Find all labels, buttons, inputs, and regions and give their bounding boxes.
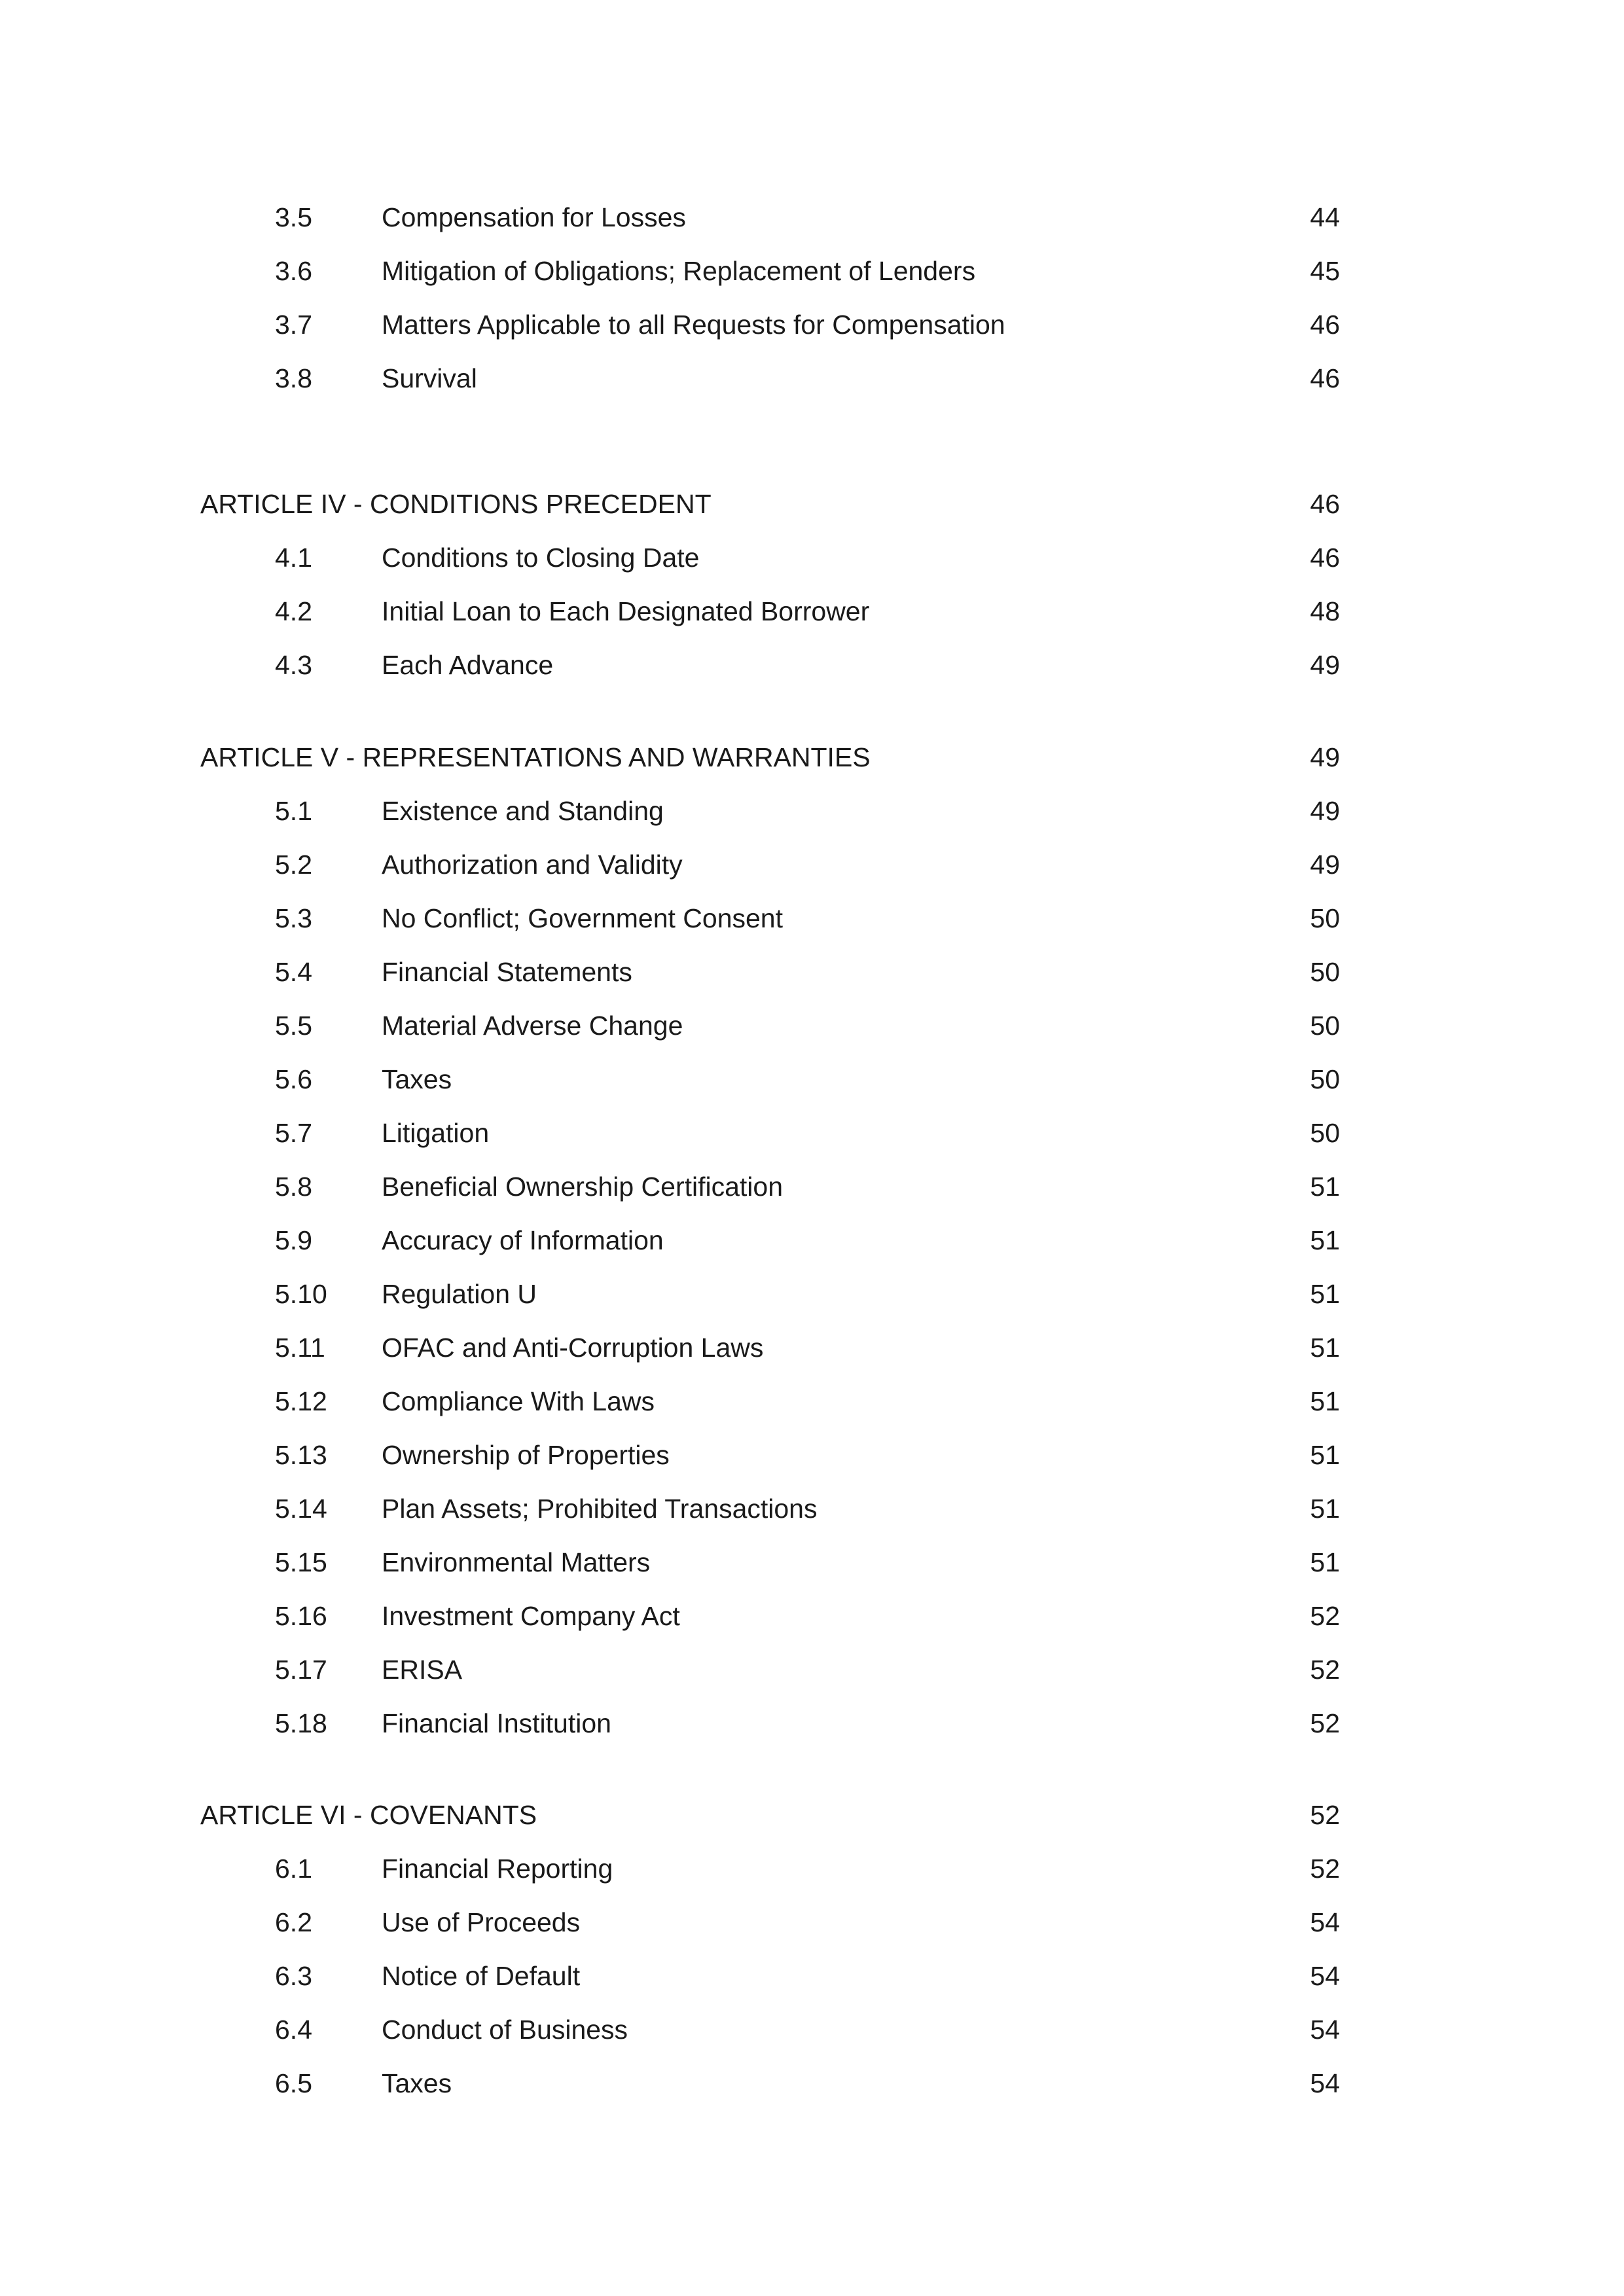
page-number: 46: [1310, 489, 1340, 519]
section-number: 3.5: [275, 202, 312, 232]
section-title: Regulation U: [382, 1279, 537, 1309]
section-number: 5.18: [275, 1708, 327, 1738]
section-number: 4.1: [275, 543, 312, 573]
page-number: 49: [1310, 650, 1340, 680]
page-number: 48: [1310, 596, 1340, 626]
page-number: 49: [1310, 742, 1340, 772]
toc-entry[interactable]: [0, 1432, 1624, 1478]
section-number: 4.2: [275, 596, 312, 626]
toc-entry[interactable]: [0, 1110, 1624, 1156]
page-number: 46: [1310, 543, 1340, 573]
article-title: ARTICLE VI - COVENANTS: [200, 1800, 537, 1830]
section-title: ERISA: [382, 1655, 463, 1685]
section-number: 5.11: [275, 1333, 325, 1363]
section-number: 5.17: [275, 1655, 327, 1685]
section-number: 5.1: [275, 796, 312, 826]
toc-entry[interactable]: [0, 842, 1624, 888]
page-number: 51: [1310, 1547, 1340, 1577]
page-number: 51: [1310, 1440, 1340, 1470]
section-number: 5.15: [275, 1547, 327, 1577]
toc-entry[interactable]: [0, 1325, 1624, 1371]
section-title: Beneficial Ownership Certification: [382, 1172, 783, 1202]
page-number: 51: [1310, 1279, 1340, 1309]
section-title: Financial Institution: [382, 1708, 611, 1738]
section-title: Material Adverse Change: [382, 1011, 683, 1041]
section-title: OFAC and Anti-Corruption Laws: [382, 1333, 764, 1363]
page-number: 49: [1310, 796, 1340, 826]
toc-entry[interactable]: [0, 248, 1624, 294]
section-title: Initial Loan to Each Designated Borrower: [382, 596, 870, 626]
toc-entry[interactable]: [0, 1217, 1624, 1263]
section-title: Mitigation of Obligations; Replacement of Lenders: [382, 256, 976, 286]
page-number: 45: [1310, 256, 1340, 286]
toc-entry[interactable]: [0, 1593, 1624, 1639]
toc-entry[interactable]: [0, 895, 1624, 941]
page-number: 54: [1310, 1961, 1340, 1991]
toc-entry[interactable]: [0, 1486, 1624, 1532]
section-title: Conduct of Business: [382, 2015, 628, 2045]
toc-entry[interactable]: [0, 1003, 1624, 1049]
page-number: 54: [1310, 2015, 1340, 2045]
page-number: 54: [1310, 2068, 1340, 2098]
article-title: ARTICLE V - REPRESENTATIONS AND WARRANTIES: [200, 742, 871, 772]
section-number: 6.3: [275, 1961, 312, 1991]
page-number: 50: [1310, 957, 1340, 987]
page-number: 52: [1310, 1601, 1340, 1631]
section-number: 5.13: [275, 1440, 327, 1470]
page-number: 51: [1310, 1386, 1340, 1416]
section-title: Each Advance: [382, 650, 554, 680]
section-title: Investment Company Act: [382, 1601, 680, 1631]
page-number: 50: [1310, 1011, 1340, 1041]
toc-entry[interactable]: [0, 1056, 1624, 1102]
section-title: Financial Statements: [382, 957, 632, 987]
page-number: 49: [1310, 850, 1340, 880]
page-number: 50: [1310, 903, 1340, 933]
section-number: 5.9: [275, 1225, 312, 1255]
section-title: Taxes: [382, 2068, 452, 2098]
section-number: 5.6: [275, 1064, 312, 1094]
toc-entry[interactable]: [0, 355, 1624, 401]
toc-entry[interactable]: [0, 2007, 1624, 2053]
page-number: 51: [1310, 1494, 1340, 1524]
toc-entry[interactable]: [0, 194, 1624, 240]
toc-entry[interactable]: [0, 1164, 1624, 1210]
section-title: Accuracy of Information: [382, 1225, 664, 1255]
page-number: 52: [1310, 1800, 1340, 1830]
toc-entry[interactable]: [0, 1953, 1624, 1999]
page-number: 44: [1310, 202, 1340, 232]
page-number: 52: [1310, 1655, 1340, 1685]
section-number: 5.3: [275, 903, 312, 933]
section-number: 6.1: [275, 1854, 312, 1884]
section-number: 5.10: [275, 1279, 327, 1309]
section-title: Financial Reporting: [382, 1854, 613, 1884]
section-number: 4.3: [275, 650, 312, 680]
section-number: 5.5: [275, 1011, 312, 1041]
section-title: Litigation: [382, 1118, 490, 1148]
section-title: Notice of Default: [382, 1961, 581, 1991]
section-number: 5.7: [275, 1118, 312, 1148]
page-number: 51: [1310, 1172, 1340, 1202]
toc-entry[interactable]: [0, 2060, 1624, 2106]
section-title: Survival: [382, 363, 477, 393]
toc-entry[interactable]: [0, 302, 1624, 348]
toc-entry[interactable]: [0, 1647, 1624, 1693]
section-number: 5.16: [275, 1601, 327, 1631]
section-title: Taxes: [382, 1064, 452, 1094]
section-title: Conditions to Closing Date: [382, 543, 700, 573]
section-number: 5.4: [275, 957, 312, 987]
section-title: Existence and Standing: [382, 796, 664, 826]
page-number: 50: [1310, 1118, 1340, 1148]
section-number: 6.2: [275, 1907, 312, 1937]
toc-entry[interactable]: [0, 1539, 1624, 1585]
page-number: 46: [1310, 310, 1340, 340]
page-number: 52: [1310, 1708, 1340, 1738]
toc-entry[interactable]: [0, 1846, 1624, 1892]
section-number: 3.8: [275, 363, 312, 393]
toc-entry[interactable]: [0, 642, 1624, 688]
toc-article-entry[interactable]: [0, 734, 1624, 780]
toc-entry[interactable]: [0, 1700, 1624, 1746]
page-number: 50: [1310, 1064, 1340, 1094]
section-title: Authorization and Validity: [382, 850, 683, 880]
section-title: No Conflict; Government Consent: [382, 903, 783, 933]
page-number: 54: [1310, 1907, 1340, 1937]
page-number: 51: [1310, 1333, 1340, 1363]
toc-entry[interactable]: [0, 588, 1624, 634]
section-title: Plan Assets; Prohibited Transactions: [382, 1494, 818, 1524]
section-number: 5.14: [275, 1494, 327, 1524]
section-number: 5.8: [275, 1172, 312, 1202]
article-title: ARTICLE IV - CONDITIONS PRECEDENT: [200, 489, 712, 519]
toc-entry[interactable]: [0, 1899, 1624, 1945]
toc-entry[interactable]: [0, 949, 1624, 995]
toc-entry[interactable]: [0, 535, 1624, 581]
section-number: 6.4: [275, 2015, 312, 2045]
section-title: Ownership of Properties: [382, 1440, 670, 1470]
section-number: 5.2: [275, 850, 312, 880]
toc-entry[interactable]: [0, 1271, 1624, 1317]
section-title: Use of Proceeds: [382, 1907, 581, 1937]
page-number: 52: [1310, 1854, 1340, 1884]
toc-article-entry[interactable]: [0, 1792, 1624, 1838]
toc-entry[interactable]: [0, 1378, 1624, 1424]
page-number: 46: [1310, 363, 1340, 393]
section-title: Environmental Matters: [382, 1547, 651, 1577]
toc-entry[interactable]: [0, 788, 1624, 834]
section-title: Compliance With Laws: [382, 1386, 655, 1416]
toc-article-entry[interactable]: [0, 481, 1624, 527]
section-number: 6.5: [275, 2068, 312, 2098]
section-number: 5.12: [275, 1386, 327, 1416]
section-title: Matters Applicable to all Requests for Compensation: [382, 310, 1005, 340]
section-number: 3.7: [275, 310, 312, 340]
section-number: 3.6: [275, 256, 312, 286]
page-number: 51: [1310, 1225, 1340, 1255]
section-title: Compensation for Losses: [382, 202, 686, 232]
